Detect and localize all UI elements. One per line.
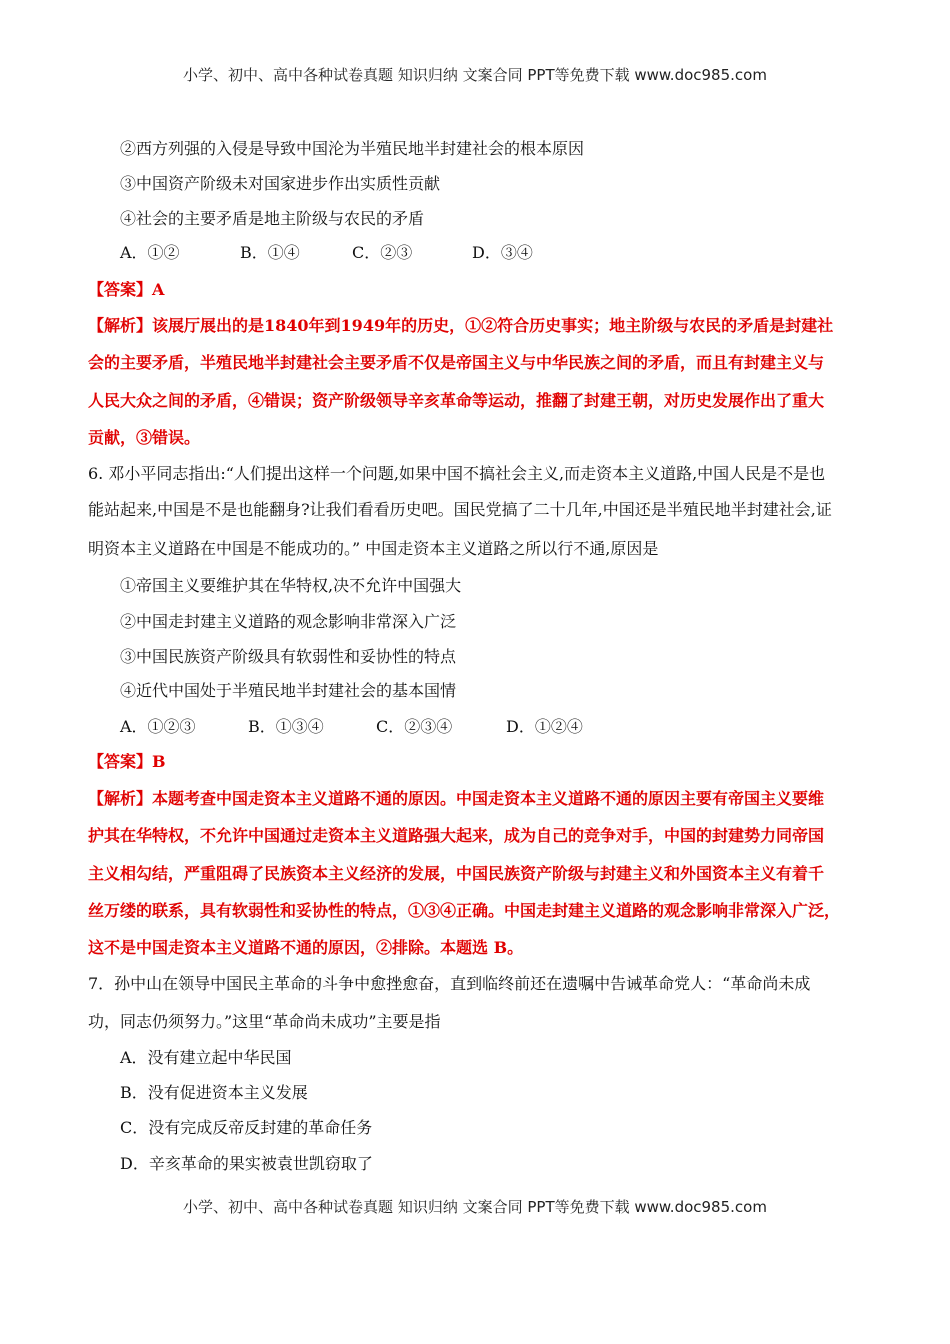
q5-statement-4: ④社会的主要矛盾是地主阶级与农民的矛盾: [120, 209, 425, 228]
q6-options: [120, 717, 910, 737]
q5-answer: [88, 280, 878, 300]
q6-explanation-line-2: 护其在华特权，不允许中国通过走资本主义道路强大起来，成为自己的竞争对手，中国的封建势力同帝国: [88, 826, 825, 845]
q5-answer-label: 【答案】: [88, 280, 153, 299]
q6-explanation-text-1: 本题考查中国走资本主义道路不通的原因。中国走资本主义道路不通的原因主要有帝国主义要维: [152, 789, 825, 808]
q6-statement-4: ④近代中国处于半殖民地半封建社会的基本国情: [120, 681, 457, 700]
q6-stem-line-2: 能站起来,中国是不是也能翻身?让我们看看历史吧。国民党搞了二十几年,中国还是半殖民地半封建社会,证: [88, 500, 832, 519]
q5-statement-3: ③中国资产阶级未对国家进步作出实质性贡献: [120, 174, 441, 193]
q6-statement-2: ②中国走封建主义道路的观念影响非常深入广泛: [120, 612, 457, 631]
q6-option-a: A．①②③: [120, 717, 196, 736]
q7-option-d: D．辛亥革命的果实被袁世凯窃取了: [120, 1154, 373, 1173]
q5-option-b: B．①④: [240, 243, 300, 262]
q6-stem-line-1: 6. 邓小平同志指出:“人们提出这样一个问题,如果中国不搞社会主义,而走资本主义道路,中国人民是不是也: [88, 464, 826, 483]
q6-explanation-line-3: 主义相勾结，严重阻碍了民族资本主义经济的发展，中国民族资产阶级与封建主义和外国资本主义有着千: [88, 864, 825, 883]
q6-statement-3: ③中国民族资产阶级具有软弱性和妥协性的特点: [120, 647, 457, 666]
q5-statement-2: ②西方列强的入侵是导致中国沦为半殖民地半封建社会的根本原因: [120, 139, 585, 158]
q5-explanation-line-1: [88, 316, 878, 336]
q5-explanation-line-2: 会的主要矛盾，半殖民地半封建社会主要矛盾不仅是帝国主义与中华民族之间的矛盾，而且有封建主义与: [88, 353, 825, 372]
q6-answer-value: B: [152, 752, 166, 771]
q5-option-a: A．①②: [120, 243, 180, 262]
q5-explanation-line-4: 贡献，③错误。: [88, 428, 201, 447]
q7-option-b: B．没有促进资本主义发展: [120, 1083, 308, 1102]
q7-stem-line-2: 功，同志仍须努力。”这里“革命尚未成功”主要是指: [88, 1012, 441, 1031]
q6-answer-label: 【答案】: [88, 752, 153, 771]
page-footer: 小学、初中、高中各种试卷真题 知识归纳 文案合同 PPT等免费下载 www.doc985.com: [183, 1198, 767, 1216]
q6-explanation-line-5: 这不是中国走资本主义道路不通的原因，②排除。本题选 B。: [88, 938, 524, 957]
q6-option-d: D．①②④: [506, 717, 583, 736]
q6-option-b: B．①③④: [248, 717, 324, 736]
q7-option-c: C．没有完成反帝反封建的革命任务: [120, 1118, 373, 1137]
page-header: 小学、初中、高中各种试卷真题 知识归纳 文案合同 PPT等免费下载 www.doc985.com: [183, 66, 767, 84]
q7-stem-line-1: 7．孙中山在领导中国民主革命的斗争中愈挫愈奋，直到临终前还在遗嘱中告诫革命党人：“革命尚未成: [88, 974, 811, 993]
q5-explanation-label: 【解析】: [88, 316, 153, 335]
q5-option-d: D．③④: [472, 243, 533, 262]
q6-explanation-line-1: [88, 789, 878, 809]
q6-stem-line-3: 明资本主义道路在中国是不能成功的。” 中国走资本主义道路之所以行不通,原因是: [88, 539, 659, 558]
q5-answer-value: A: [152, 280, 165, 299]
q7-option-a: A．没有建立起中华民国: [120, 1048, 292, 1067]
q5-explanation-line-3: 人民大众之间的矛盾，④错误；资产阶级领导辛亥革命等运动，推翻了封建王朝，对历史发展作出了重大: [88, 391, 825, 410]
q6-answer: [88, 752, 878, 772]
q6-explanation-line-4: 丝万缕的联系，具有软弱性和妥协性的特点，①③④正确。中国走封建主义道路的观念影响非常深入广泛，: [88, 901, 841, 920]
q5-explanation-text-1: 该展厅展出的是1840年到1949年的历史，①②符合历史事实；地主阶级与农民的矛盾是封建社: [152, 316, 834, 335]
q5-options: [120, 243, 910, 263]
q6-option-c: C．②③④: [376, 717, 453, 736]
q6-explanation-label: 【解析】: [88, 789, 153, 808]
q6-statement-1: ①帝国主义要维护其在华特权,决不允许中国强大: [120, 576, 462, 595]
q5-option-c: C．②③: [352, 243, 413, 262]
